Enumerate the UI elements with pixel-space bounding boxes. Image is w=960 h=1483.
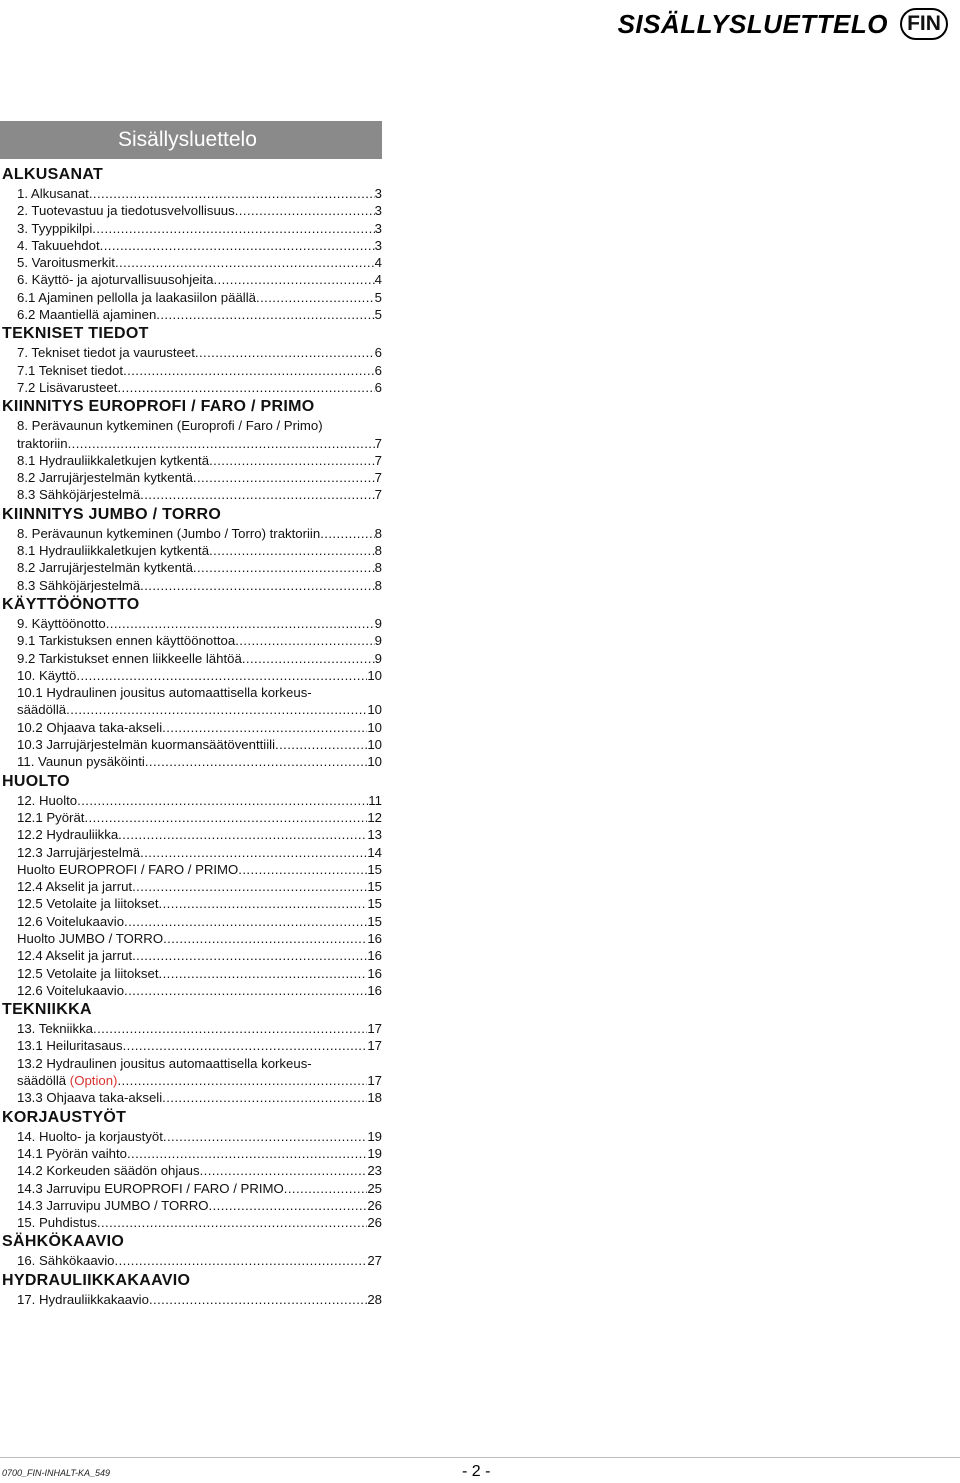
toc-entry-label-text: 11. Vaunun pysäköinti bbox=[17, 754, 145, 770]
toc-dot-leader bbox=[275, 736, 367, 753]
document-code: 0700_FIN-INHALT-KA_549 bbox=[2, 1468, 111, 1478]
option-tag: (Option) bbox=[69, 1073, 118, 1089]
toc-entry-page: 16 bbox=[367, 982, 382, 998]
toc-entry-page: 6 bbox=[374, 362, 382, 378]
toc-entry-label-text: 9. Käyttöönotto bbox=[17, 615, 106, 631]
toc-entry-label bbox=[17, 913, 124, 930]
toc-entry-page: 6 bbox=[374, 379, 382, 395]
toc-entry[interactable] bbox=[0, 701, 382, 718]
toc-entry-page: 15 bbox=[367, 913, 382, 929]
toc-entry-label-text: 7. Tekniset tiedot ja vaurusteet bbox=[17, 345, 195, 361]
toc-entry-page: 3 bbox=[374, 237, 382, 253]
toc-dot-leader bbox=[235, 202, 375, 219]
toc-entry-label bbox=[17, 1291, 149, 1308]
toc-entry-label bbox=[17, 220, 92, 237]
toc-entry-label-text: 12.3 Jarrujärjestelmä bbox=[17, 844, 141, 860]
toc-section-heading: TEKNISET TIEDOT bbox=[2, 325, 149, 343]
toc-entry-label-text: 13.1 Heiluritasaus bbox=[17, 1038, 123, 1054]
toc-entry-label-text: 1. Alkusanat bbox=[17, 186, 89, 201]
toc-entry-label bbox=[17, 344, 195, 361]
toc-entry[interactable] bbox=[0, 435, 382, 452]
toc-entry-label-text: Huolto JUMBO / TORRO bbox=[17, 930, 164, 946]
toc-entry[interactable] bbox=[0, 844, 382, 861]
toc-entry-label bbox=[17, 486, 140, 503]
toc-entry[interactable] bbox=[0, 271, 382, 288]
toc-entry-page: 8 bbox=[374, 543, 382, 559]
toc-dot-leader bbox=[140, 844, 367, 861]
toc-entry-page: 3 bbox=[374, 203, 382, 219]
toc-entry-label bbox=[17, 615, 106, 632]
toc-dot-leader bbox=[118, 826, 367, 843]
toc-entry-page: 13 bbox=[367, 827, 382, 843]
toc-entry-page: 10 bbox=[367, 667, 382, 683]
toc-entry[interactable] bbox=[0, 237, 382, 254]
toc-entry-page: 14 bbox=[367, 844, 382, 860]
toc-entry-label bbox=[17, 719, 162, 736]
toc-dot-leader bbox=[123, 1037, 368, 1054]
toc-entry-label bbox=[17, 878, 132, 895]
toc-entry-label bbox=[17, 379, 117, 396]
page-header bbox=[618, 8, 948, 40]
toc-entry-page: 26 bbox=[367, 1215, 382, 1231]
toc-entry-label bbox=[17, 947, 132, 964]
toc-dot-leader bbox=[127, 1145, 367, 1162]
toc-entry[interactable] bbox=[0, 362, 382, 379]
toc-entry-label-text: 14.2 Korkeuden säädön ohjaus bbox=[17, 1163, 200, 1179]
toc-entry-label-text: 4. Takuuehdot bbox=[17, 237, 100, 253]
toc-entry-label-text: 10. Käyttö bbox=[17, 667, 77, 683]
toc-entry-label bbox=[17, 237, 100, 254]
toc-dot-leader bbox=[242, 650, 375, 667]
toc-dot-leader bbox=[256, 289, 375, 306]
toc-entry[interactable] bbox=[0, 379, 382, 396]
toc-section-heading: SÄHKÖKAAVIO bbox=[2, 1233, 125, 1251]
toc-entry-label bbox=[17, 965, 159, 982]
toc-entry-label-text: 5. Varoitusmerkit bbox=[17, 255, 115, 271]
toc-entry[interactable] bbox=[0, 1128, 382, 1145]
toc-entry-label bbox=[17, 701, 66, 718]
toc-entry[interactable] bbox=[0, 185, 382, 202]
toc-section-heading: HUOLTO bbox=[2, 772, 70, 790]
toc-entry-label bbox=[17, 577, 140, 594]
toc-title: Sisällysluettelo bbox=[118, 128, 257, 151]
toc-entry-label bbox=[17, 632, 235, 649]
toc-entry-page: 7 bbox=[374, 470, 382, 486]
toc-dot-leader bbox=[106, 615, 375, 632]
toc-entry-label bbox=[17, 1162, 200, 1179]
toc-entry-page: 17 bbox=[367, 1021, 382, 1037]
toc-entry-page: 8 bbox=[374, 560, 382, 576]
toc-entry-page: 10 bbox=[367, 719, 382, 735]
toc-entry-label bbox=[17, 1252, 115, 1269]
toc-section-heading: KIINNITYS EUROPROFI / FARO / PRIMO bbox=[2, 398, 315, 416]
toc-entry-page: 23 bbox=[367, 1163, 382, 1179]
toc-entry-page: 7 bbox=[374, 435, 382, 451]
toc-entry-label bbox=[17, 289, 256, 306]
toc-entry-page: 17 bbox=[367, 1038, 382, 1054]
toc-entry-label-text: 9.2 Tarkistukset ennen liikkeelle lähtöä bbox=[17, 650, 242, 666]
toc-entry-page: 16 bbox=[367, 948, 382, 964]
toc-entry-label bbox=[17, 1214, 97, 1231]
toc-entry-label bbox=[17, 736, 275, 753]
toc-entry-label-text: 14.3 Jarruvipu EUROPROFI / FARO / PRIMO bbox=[17, 1180, 284, 1196]
toc-entry[interactable] bbox=[0, 632, 382, 649]
toc-entry-label-text: 12. Huolto bbox=[17, 792, 78, 808]
toc-entry[interactable] bbox=[0, 1214, 382, 1231]
toc-entry-label bbox=[17, 895, 159, 912]
toc-entry[interactable] bbox=[0, 878, 382, 895]
toc-entry[interactable] bbox=[0, 736, 382, 753]
toc-dot-leader bbox=[193, 469, 375, 486]
table-of-contents bbox=[0, 164, 382, 1308]
toc-entry[interactable] bbox=[0, 486, 382, 503]
toc-entry[interactable] bbox=[0, 1072, 382, 1089]
toc-entry[interactable] bbox=[0, 895, 382, 912]
toc-entry-label-text: 13.3 Ohjaava taka-akseli bbox=[17, 1090, 163, 1106]
toc-entry-page: 18 bbox=[367, 1090, 382, 1106]
footer-divider bbox=[0, 1457, 960, 1458]
toc-entry[interactable] bbox=[0, 344, 382, 361]
toc-dot-leader bbox=[159, 965, 368, 982]
toc-entry-label bbox=[17, 542, 209, 559]
toc-entry[interactable] bbox=[0, 1145, 382, 1162]
toc-entry[interactable] bbox=[0, 826, 382, 843]
toc-section-heading: HYDRAULIIKKAKAAVIO bbox=[2, 1271, 191, 1289]
toc-dot-leader bbox=[123, 362, 375, 379]
toc-dot-leader bbox=[115, 254, 375, 271]
toc-entry[interactable] bbox=[0, 469, 382, 486]
toc-entry-page: 8 bbox=[374, 577, 382, 593]
toc-entry[interactable] bbox=[0, 615, 382, 632]
toc-section-heading: KORJAUSTYÖT bbox=[2, 1108, 127, 1126]
toc-entry-page: 16 bbox=[367, 930, 382, 946]
toc-entry-label bbox=[17, 559, 193, 576]
toc-entry-label bbox=[17, 1072, 117, 1089]
toc-entry-label-line: 13.2 Hydraulinen jousitus automaattisella korkeus- bbox=[17, 1055, 312, 1071]
toc-entry-label bbox=[17, 1197, 209, 1214]
toc-entry[interactable] bbox=[0, 577, 382, 594]
toc-dot-leader bbox=[163, 930, 367, 947]
toc-entry-page: 27 bbox=[367, 1253, 382, 1269]
toc-entry-label bbox=[17, 271, 213, 288]
toc-entry-page: 19 bbox=[367, 1145, 382, 1161]
toc-entry-page: 11 bbox=[368, 792, 382, 808]
toc-entry-label-text: 8.1 Hydrauliikkaletkujen kytkentä bbox=[17, 452, 210, 468]
toc-entry-page: 3 bbox=[374, 220, 382, 236]
toc-entry[interactable] bbox=[0, 202, 382, 219]
toc-entry-label bbox=[17, 753, 145, 770]
toc-entry-label-text: 16. Sähkökaavio bbox=[17, 1253, 115, 1269]
toc-entry-label bbox=[17, 809, 84, 826]
toc-entry-label-text: 13. Tekniikka bbox=[17, 1021, 93, 1037]
toc-entry[interactable] bbox=[0, 982, 382, 999]
toc-entry-label-text: 14. Huolto- ja korjaustyöt bbox=[17, 1128, 163, 1144]
toc-section-heading: KIINNITYS JUMBO / TORRO bbox=[2, 505, 222, 523]
toc-entry-label-text: 3. Tyyppikilpi bbox=[17, 220, 93, 236]
toc-entry-page: 6 bbox=[374, 345, 382, 361]
toc-entry-label-text: 17. Hydrauliikkakaavio bbox=[17, 1291, 149, 1307]
toc-entry-page: 9 bbox=[374, 633, 382, 649]
toc-entry-page: 10 bbox=[367, 737, 382, 753]
toc-entry-page: 4 bbox=[374, 272, 382, 288]
toc-dot-leader bbox=[100, 237, 375, 254]
toc-entry-label bbox=[17, 1180, 284, 1197]
toc-entry-page: 28 bbox=[367, 1291, 382, 1307]
toc-entry-label-text: säädöllä bbox=[17, 1073, 67, 1089]
toc-dot-leader bbox=[320, 525, 374, 542]
toc-entry-label bbox=[17, 452, 209, 469]
toc-dot-leader bbox=[156, 306, 374, 323]
toc-entry-label-text: 12.1 Pyörät bbox=[17, 809, 85, 825]
toc-entry-label-text: 12.4 Akselit ja jarrut bbox=[17, 879, 133, 895]
toc-entry-label bbox=[17, 1037, 123, 1054]
page-number: - 2 - bbox=[462, 1463, 491, 1480]
toc-entry[interactable] bbox=[0, 1180, 382, 1197]
toc-entry-label bbox=[17, 826, 118, 843]
toc-entry-page: 19 bbox=[367, 1128, 382, 1144]
toc-entry-label-text: Huolto EUROPROFI / FARO / PRIMO bbox=[17, 861, 239, 877]
toc-entry-label-text: 8. Perävaunun kytkeminen (Jumbo / Torro) traktoriin bbox=[17, 525, 321, 541]
toc-entry[interactable] bbox=[0, 1197, 382, 1214]
toc-dot-leader bbox=[209, 1197, 368, 1214]
toc-entry-label bbox=[17, 1089, 162, 1106]
toc-section-heading: KÄYTTÖÖNOTTO bbox=[2, 595, 140, 613]
toc-entry[interactable] bbox=[0, 559, 382, 576]
toc-entry-label-text: 9.1 Tarkistuksen ennen käyttöönottoa bbox=[17, 633, 236, 649]
toc-entry-page: 15 bbox=[367, 861, 382, 877]
toc-entry-label-text: 8.3 Sähköjärjestelmä bbox=[17, 487, 141, 503]
toc-dot-leader bbox=[97, 1214, 367, 1231]
toc-entry[interactable] bbox=[0, 809, 382, 826]
toc-entry-label bbox=[17, 435, 68, 452]
toc-entry-page: 16 bbox=[367, 965, 382, 981]
toc-entry-label bbox=[17, 525, 320, 542]
toc-dot-leader bbox=[162, 1089, 367, 1106]
toc-entry-label-text: 12.6 Voitelukaavio bbox=[17, 982, 125, 998]
toc-entry-label bbox=[17, 930, 163, 947]
toc-entry-label-line: 8. Perävaunun kytkeminen (Europrofi / Faro / Primo) bbox=[17, 418, 323, 434]
toc-section-heading: TEKNIIKKA bbox=[2, 1001, 92, 1019]
toc-entry-label-text: 10.2 Ohjaava taka-akseli bbox=[17, 719, 163, 735]
toc-dot-leader bbox=[238, 861, 367, 878]
header-title: SISÄLLYSLUETTELO bbox=[617, 8, 888, 39]
toc-entry-label bbox=[17, 1020, 93, 1037]
toc-dot-leader bbox=[66, 701, 367, 718]
toc-entry-label-text: 6. Käyttö- ja ajoturvallisuusohjeita bbox=[17, 272, 214, 288]
toc-entry-page: 17 bbox=[367, 1073, 382, 1089]
toc-entry-label-text: 12.2 Hydrauliikka bbox=[17, 827, 119, 843]
toc-entry-label-text: 8.3 Sähköjärjestelmä bbox=[17, 577, 141, 593]
toc-dot-leader bbox=[140, 486, 375, 503]
toc-entry[interactable] bbox=[0, 650, 382, 667]
toc-dot-leader bbox=[209, 452, 375, 469]
toc-dot-leader bbox=[284, 1180, 368, 1197]
toc-dot-leader bbox=[209, 542, 375, 559]
toc-dot-leader bbox=[235, 632, 374, 649]
toc-entry-label bbox=[17, 792, 77, 809]
toc-entry-page: 8 bbox=[374, 525, 382, 541]
toc-entry-label-text: 8.1 Hydrauliikkaletkujen kytkentä bbox=[17, 543, 210, 559]
toc-entry[interactable] bbox=[0, 667, 382, 684]
toc-entry-label-text: 12.5 Vetolaite ja liitokset bbox=[17, 965, 159, 981]
toc-dot-leader bbox=[159, 895, 368, 912]
toc-entry-label-text: 10.3 Jarrujärjestelmän kuormansäätöventtiili bbox=[17, 737, 276, 753]
toc-dot-leader bbox=[193, 559, 375, 576]
toc-entry[interactable] bbox=[0, 254, 382, 271]
toc-dot-leader bbox=[213, 271, 374, 288]
toc-dot-leader bbox=[93, 1020, 367, 1037]
toc-entry-label-text: säädöllä bbox=[17, 702, 67, 718]
toc-entry-page: 5 bbox=[374, 289, 382, 305]
toc-dot-leader bbox=[84, 809, 367, 826]
toc-entry-label bbox=[17, 254, 115, 271]
toc-entry-label-text: 12.5 Vetolaite ja liitokset bbox=[17, 896, 159, 912]
toc-entry-label bbox=[17, 202, 235, 219]
toc-dot-leader bbox=[195, 344, 375, 361]
toc-entry-label-text: traktoriin bbox=[17, 435, 68, 451]
toc-dot-leader bbox=[132, 878, 367, 895]
toc-dot-leader bbox=[68, 435, 375, 452]
toc-entry-label-text: 6.1 Ajaminen pellolla ja laakasiilon päällä bbox=[17, 289, 256, 305]
toc-entry-page: 10 bbox=[367, 754, 382, 770]
toc-entry[interactable] bbox=[0, 913, 382, 930]
toc-entry-page: 7 bbox=[374, 487, 382, 503]
toc-entry[interactable] bbox=[0, 525, 382, 542]
toc-entry[interactable] bbox=[0, 1089, 382, 1106]
toc-dot-leader bbox=[124, 982, 367, 999]
toc-entry[interactable] bbox=[0, 753, 382, 770]
toc-entry-page: 15 bbox=[367, 896, 382, 912]
toc-entry-label-text: 6.2 Maantiellä ajaminen bbox=[17, 307, 157, 323]
toc-entry-label bbox=[17, 1145, 127, 1162]
toc-entry[interactable] bbox=[0, 861, 382, 878]
toc-entry-label-text: 8.2 Jarrujärjestelmän kytkentä bbox=[17, 470, 193, 486]
toc-entry-label-text: 15. Puhdistus bbox=[17, 1215, 97, 1231]
toc-entry[interactable] bbox=[0, 1020, 382, 1037]
toc-entry-label bbox=[17, 362, 123, 379]
toc-entry[interactable] bbox=[0, 1291, 382, 1308]
toc-dot-leader bbox=[163, 1128, 367, 1145]
toc-entry-page: 7 bbox=[374, 452, 382, 468]
toc-entry-label bbox=[17, 1128, 163, 1145]
toc-entry[interactable] bbox=[0, 306, 382, 323]
toc-entry-page: 4 bbox=[374, 255, 382, 271]
toc-dot-leader bbox=[124, 913, 367, 930]
toc-entry-label-line: 10.1 Hydraulinen jousitus automaattisella korkeus- bbox=[17, 685, 312, 701]
toc-dot-leader bbox=[117, 1072, 367, 1089]
toc-entry[interactable] bbox=[0, 542, 382, 559]
toc-entry-page: 10 bbox=[367, 702, 382, 718]
toc-dot-leader bbox=[115, 1252, 368, 1269]
toc-dot-leader bbox=[145, 753, 368, 770]
toc-entry[interactable] bbox=[0, 930, 382, 947]
toc-entry-page: 26 bbox=[367, 1197, 382, 1213]
toc-entry-page: 15 bbox=[367, 879, 382, 895]
toc-entry-label bbox=[17, 667, 76, 684]
toc-entry[interactable] bbox=[0, 220, 382, 237]
toc-entry-label-text: 2. Tuotevastuu ja tiedotusvelvollisuus bbox=[17, 203, 235, 219]
toc-entry[interactable] bbox=[0, 719, 382, 736]
toc-entry[interactable] bbox=[0, 947, 382, 964]
toc-entry-label-text: 14.1 Pyörän vaihto bbox=[17, 1145, 127, 1161]
toc-entry-page: 5 bbox=[374, 307, 382, 323]
toc-dot-leader bbox=[140, 577, 375, 594]
toc-entry[interactable] bbox=[0, 1252, 382, 1269]
toc-entry-label bbox=[17, 844, 140, 861]
toc-entry[interactable] bbox=[0, 452, 382, 469]
toc-entry[interactable] bbox=[0, 289, 382, 306]
toc-entry-label bbox=[17, 861, 238, 878]
toc-entry[interactable] bbox=[0, 965, 382, 982]
toc-dot-leader bbox=[117, 379, 374, 396]
toc-dot-leader bbox=[76, 667, 367, 684]
toc-entry-label-text: 12.4 Akselit ja jarrut bbox=[17, 948, 133, 964]
toc-dot-leader bbox=[89, 185, 375, 202]
toc-dot-leader bbox=[92, 220, 374, 237]
toc-entry-page: 25 bbox=[367, 1180, 382, 1196]
toc-dot-leader bbox=[77, 792, 368, 809]
toc-entry-page: 3 bbox=[374, 186, 382, 201]
toc-title-band bbox=[0, 121, 382, 159]
toc-dot-leader bbox=[200, 1162, 368, 1179]
toc-entry-label-text: 14.3 Jarruvipu JUMBO / TORRO bbox=[17, 1197, 209, 1213]
toc-entry-label bbox=[17, 650, 242, 667]
language-badge: FIN bbox=[900, 8, 948, 40]
toc-dot-leader bbox=[149, 1291, 367, 1308]
toc-entry-page: 9 bbox=[374, 615, 382, 631]
toc-entry-label-text: 8.2 Jarrujärjestelmän kytkentä bbox=[17, 560, 193, 576]
toc-entry-page: 12 bbox=[367, 809, 382, 825]
toc-dot-leader bbox=[132, 947, 367, 964]
toc-dot-leader bbox=[162, 719, 367, 736]
toc-entry-label-text: 7.1 Tekniset tiedot bbox=[17, 362, 124, 378]
toc-entry[interactable] bbox=[0, 792, 382, 809]
toc-entry-label bbox=[17, 469, 193, 486]
toc-entry[interactable] bbox=[0, 1162, 382, 1179]
toc-entry[interactable] bbox=[0, 1037, 382, 1054]
toc-entry-label bbox=[17, 982, 124, 999]
toc-entry-page: 9 bbox=[374, 650, 382, 666]
toc-section-heading: ALKUSANAT bbox=[2, 166, 104, 183]
toc-entry-label bbox=[17, 185, 89, 202]
toc-entry-label-text: 7.2 Lisävarusteet bbox=[17, 379, 118, 395]
toc-entry-label bbox=[17, 306, 156, 323]
toc-entry-label-text: 12.6 Voitelukaavio bbox=[17, 913, 125, 929]
